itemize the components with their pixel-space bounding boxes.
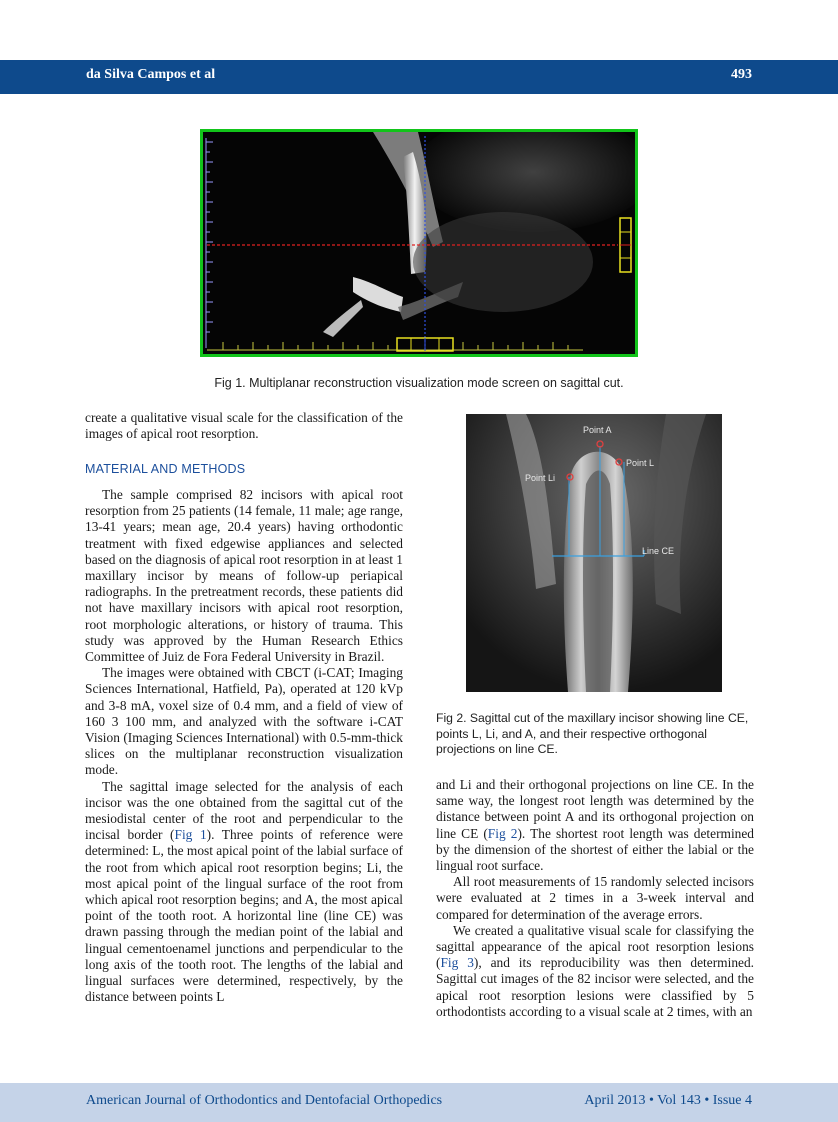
fig3-reference-link[interactable]: Fig 3 [440,955,474,971]
paragraph-errors: All root measurements of 15 randomly selected incisors were evaluated at 2 times in a 3-week interval and compared for determination of the average errors. [436,874,754,922]
paragraph-text: We created a qualitative visual scale for classifying the sagittal appearance of the apical root resorption lesions ( [436,922,754,971]
paragraph-text: The sagittal image selected for the analysis of each incisor was the one obtained from the sagittal cut of the mesiodistal center of the root and perpendicular to the incisal border ( [85,778,403,843]
running-header [0,60,838,94]
fig1-reference-link[interactable]: Fig 1 [174,827,207,843]
paragraph-measurements [436,777,754,874]
issue-info: April 2013 • Vol 143 • Issue 4 [584,1093,752,1108]
running-footer [0,1083,838,1122]
paragraph-text: ). The shortest root length was determined by the dimension of the shortest of either the labial or the lingual root surface. [436,825,754,874]
paragraph-text: ). Three points of reference were determined: L, the most apical point of the labial surface of the root from which apical root resorption begins; Li, the most apical point of the lingual surface of the root from which apical root resorption begins; and A, the most apical point of the tooth root. A horizontal line (line CE) was drawn passing through the median point of the labial and lingual cementoenamel junctions and perpendicular to the long axis of the tooth root. The lengths of the labial and lingual surfaces were determined, respectively, by the distance between points L [85,827,404,1005]
running-title: da Silva Campos et al [86,67,216,82]
journal-name: American Journal of Orthodontics and Dentofacial Orthopedics [86,1093,443,1108]
figure-2-image [466,414,722,692]
paragraph-sample: The sample comprised 82 incisors with apical root resorption from 25 patients (14 female, 11 male; age range, 13-41 years; mean age, 20.4 years) having orthodontic treatment with fixed edgewise appliances and selected based on the diagnosis of apical root resorption in at least 1 maxillary incisor by means of follow-up periapical radiographs. In the pretreatment records, these patients did not have maxillary incisors with apical root resorption, root morphologic alterations, or history of trauma. This study was approved by the Human Research Ethics Committee of Juiz de Fora Federal University in Brazil. [85,487,403,665]
left-column-intro [85,410,403,442]
figure-2-graphic [466,414,722,692]
fig2-reference-link[interactable]: Fig 2 [487,825,518,841]
paragraph-visual-scale [436,923,754,1020]
left-column-body [85,487,403,1006]
paragraph-sagittal [85,779,403,1006]
intro-paragraph: create a qualitative visual scale for the classification of the images of apical root resorption. [85,410,403,442]
figure-1-image [200,129,638,357]
label-line-ce: Line CE [642,546,675,556]
page-number: 493 [731,67,752,82]
label-point-li: Point Li [525,473,556,483]
figure-1-graphic [203,132,635,354]
figure-1-caption: Fig 1. Multiplanar reconstruction visualization mode screen on sagittal cut. [214,376,624,390]
right-column-body [436,777,754,1020]
label-point-l: Point L [626,458,655,468]
section-heading: MATERIAL AND METHODS [85,462,246,476]
paragraph-text: and Li and their orthogonal projections on line CE. In the same way, the longest root length was determined by the distance between point A and its orthogonal projection on line CE ( [436,777,754,841]
figure-2-caption: Fig 2. Sagittal cut of the maxillary incisor showing line CE, points L, Li, and A, and their respective orthogonal projections on line CE. [436,711,749,756]
label-point-a: Point A [583,425,612,435]
paragraph-text: ), and its reproducibility was then determined. Sagittal cut images of the 82 incisor were selected, and the apical root resorption lesions were classified by 5 orthodontists according to a visual scale at 2 times, with an [436,955,754,1019]
paragraph-images: The images were obtained with CBCT (i-CAT; Imaging Sciences International, Hatfield, Pa), operated at 120 kVp and 3-8 mA, voxel size of 0.4 mm, and a field of view of 160 3 100 mm, and analyzed with the software i-CAT Vision (Imaging Sciences International) with 0.5-mm-thick slices on the multiplanar reconstruction visualization mode. [85,665,403,778]
